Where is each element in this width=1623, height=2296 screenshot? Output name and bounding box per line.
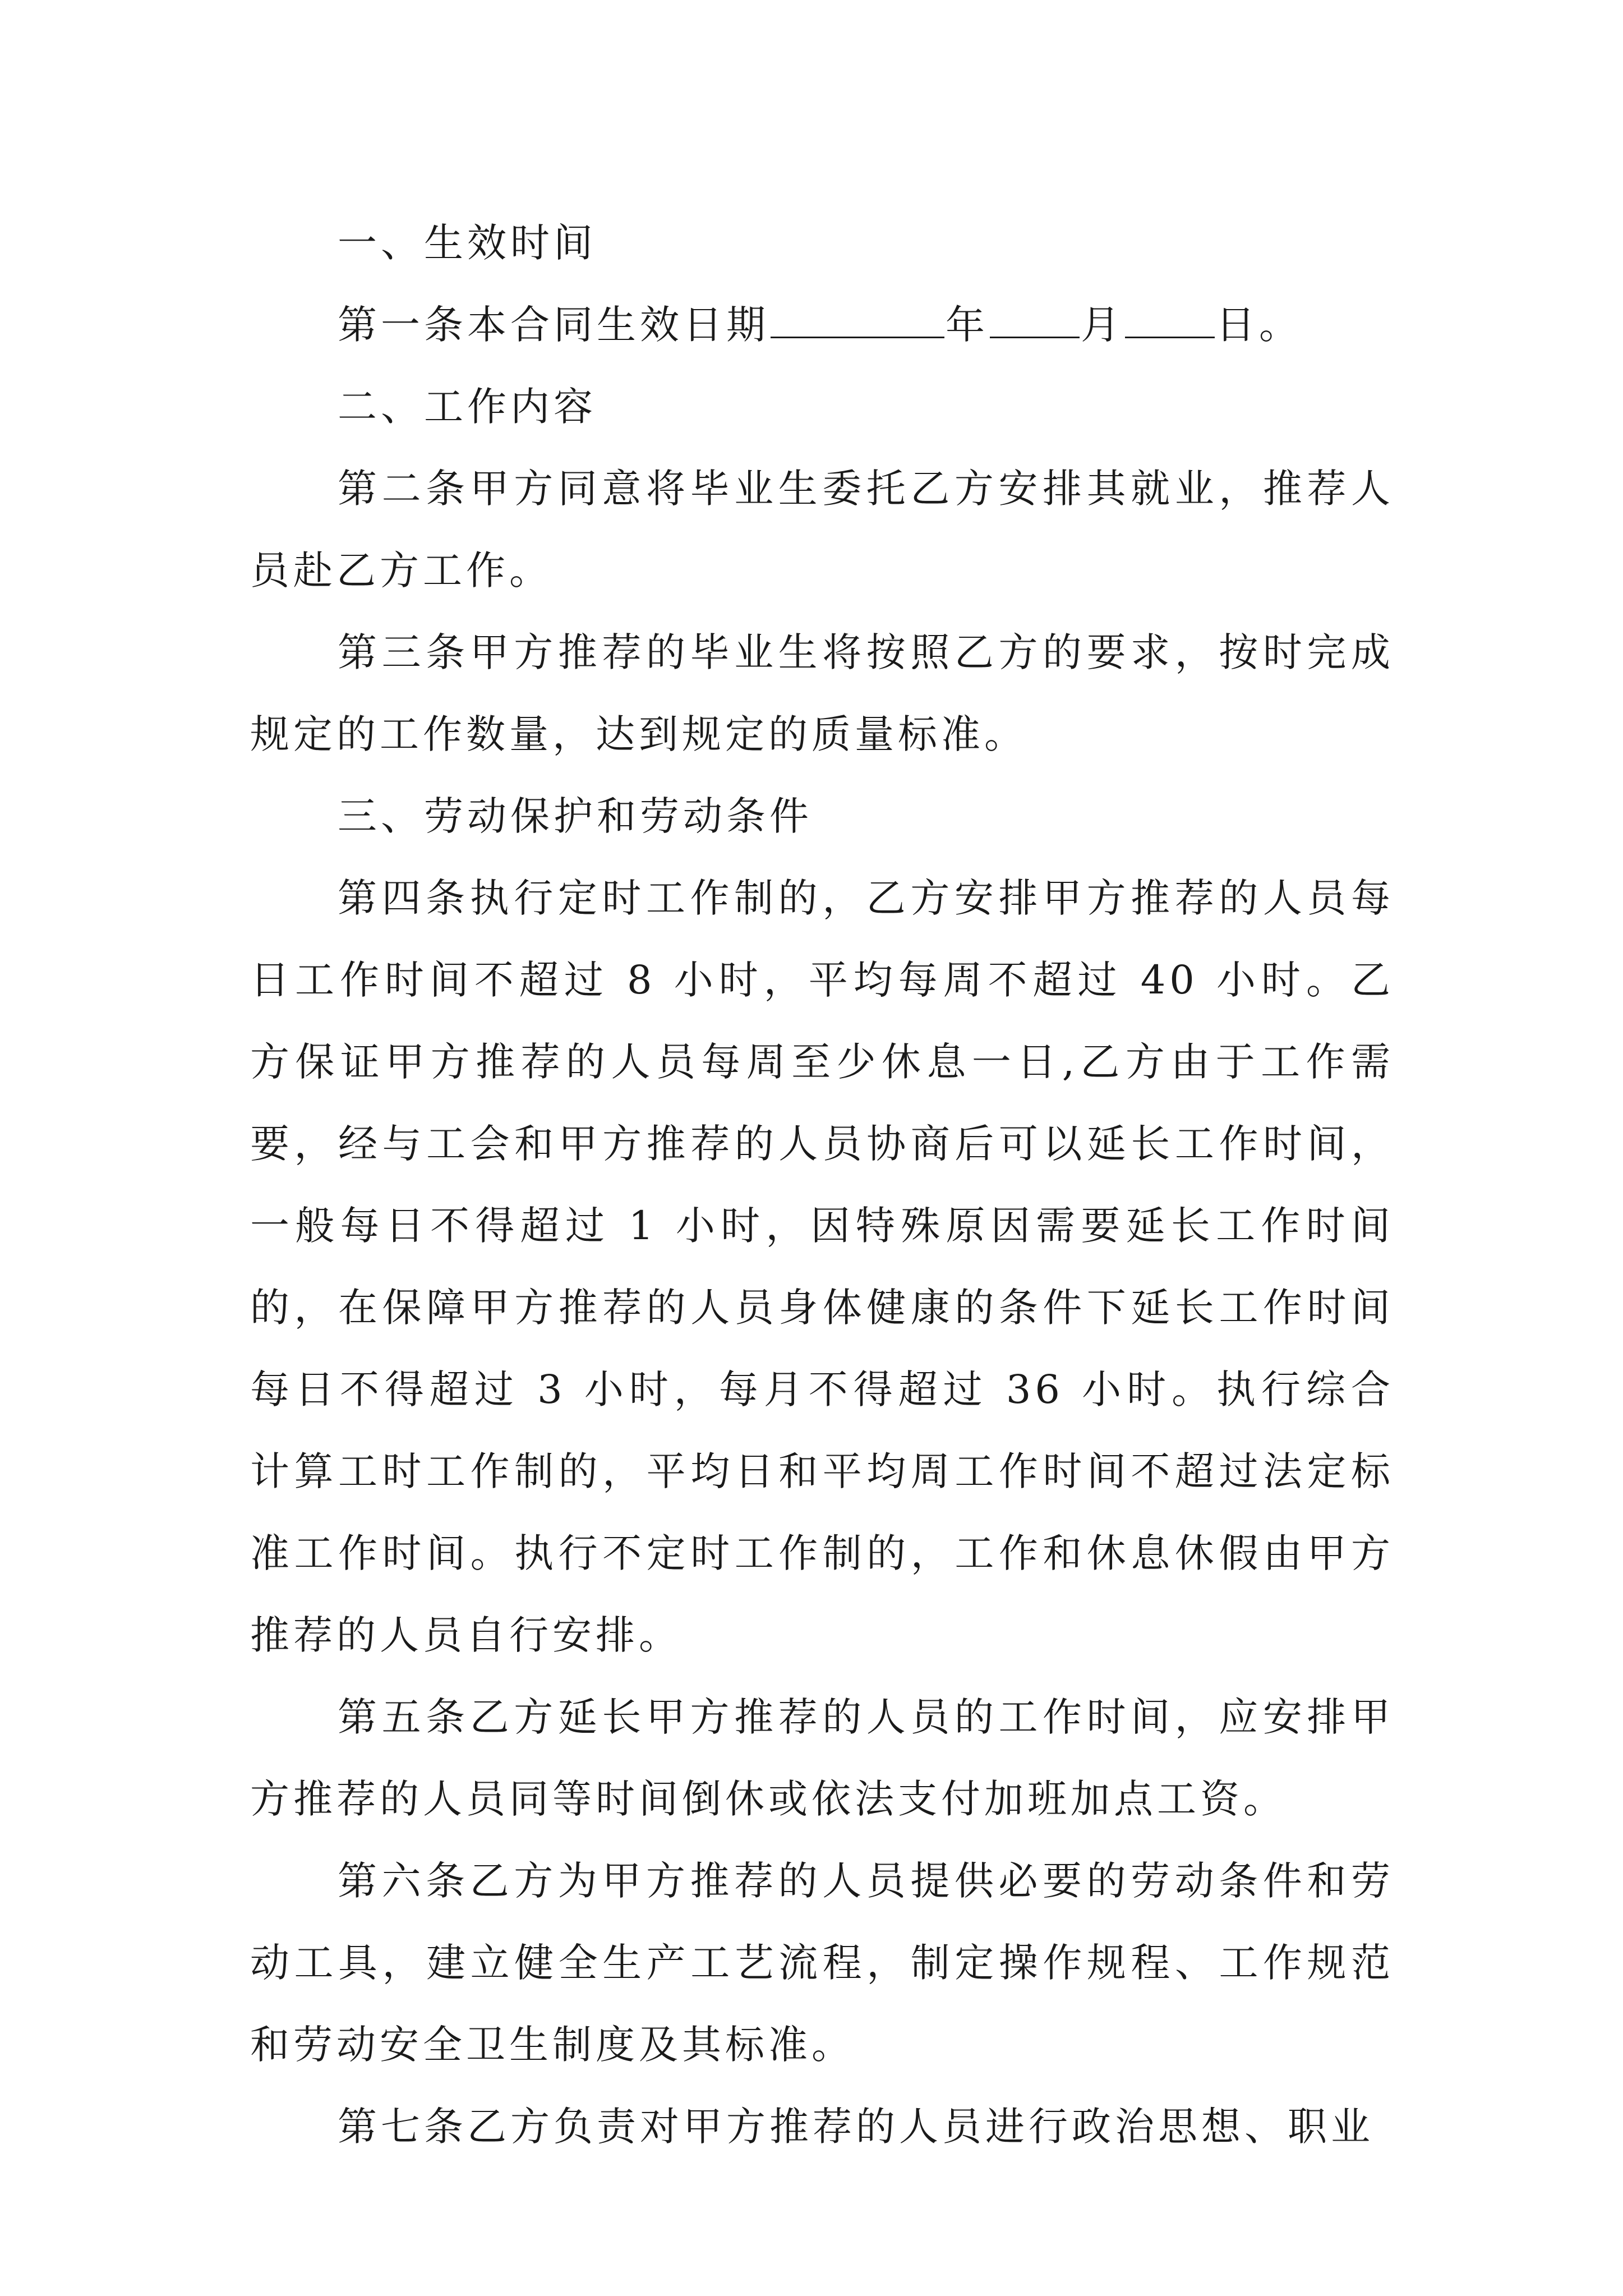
article-5: 第五条乙方延长甲方推荐的人员的工作时间，应安排甲方推荐的人员同等时间倒休或依法支付加班加点工资。 (250, 1694, 1394, 1822)
section-heading-labor-protection: 三、劳动保护和劳动条件 (338, 793, 813, 839)
day-label: 日。 (1216, 302, 1302, 348)
article-2: 第二条甲方同意将毕业生委托乙方安排其就业，推荐人员赴乙方工作。 (250, 466, 1394, 593)
article-4: 第四条执行定时工作制的，乙方安排甲方推荐的人员每日工作时间不超过 8 小时，平均每周不超过 40 小时。乙方保证甲方推荐的人员每周至少休息一日,乙方由于工作需要，经与工会和甲方推荐的人员协商后可以延长工作时间，一般每日不得超过 1 小时，因特殊原因需要延长工作时间的，在保障甲方推荐的人员身体健康的条件下延长工作时间每日不得超过 3 小时，每月不得超过 36 小时。执行综合计算工时工作制的，平均日和平均周工作时间不超过法定标准工作时间。执行不定时工作制的，工作和休息休假由甲方推荐的人员自行安排。 (250, 875, 1394, 1658)
article-7: 第七条乙方负责对甲方推荐的人员进行政治思想、职业 (338, 2104, 1374, 2150)
article-6: 第六条乙方为甲方推荐的人员提供必要的劳动条件和劳动工具，建立健全生产工艺流程，制定操作规程、工作规范和劳动安全卫生制度及其标准。 (250, 1858, 1394, 2068)
month-label: 月 (1081, 302, 1124, 348)
article-3: 第三条甲方推荐的毕业生将按照乙方的要求，按时完成规定的工作数量，达到规定的质量标准。 (250, 629, 1394, 757)
article-1 (250, 284, 1394, 366)
year-blank (771, 302, 944, 338)
document-body (250, 202, 1394, 2168)
section-heading-effective-time: 一、生效时间 (338, 220, 597, 266)
month-blank (990, 302, 1080, 338)
section-heading-work-content: 二、工作内容 (338, 384, 597, 430)
year-label: 年 (946, 302, 989, 348)
article-1-prefix: 第一条本合同生效日期 (338, 302, 769, 348)
day-blank (1125, 302, 1215, 338)
